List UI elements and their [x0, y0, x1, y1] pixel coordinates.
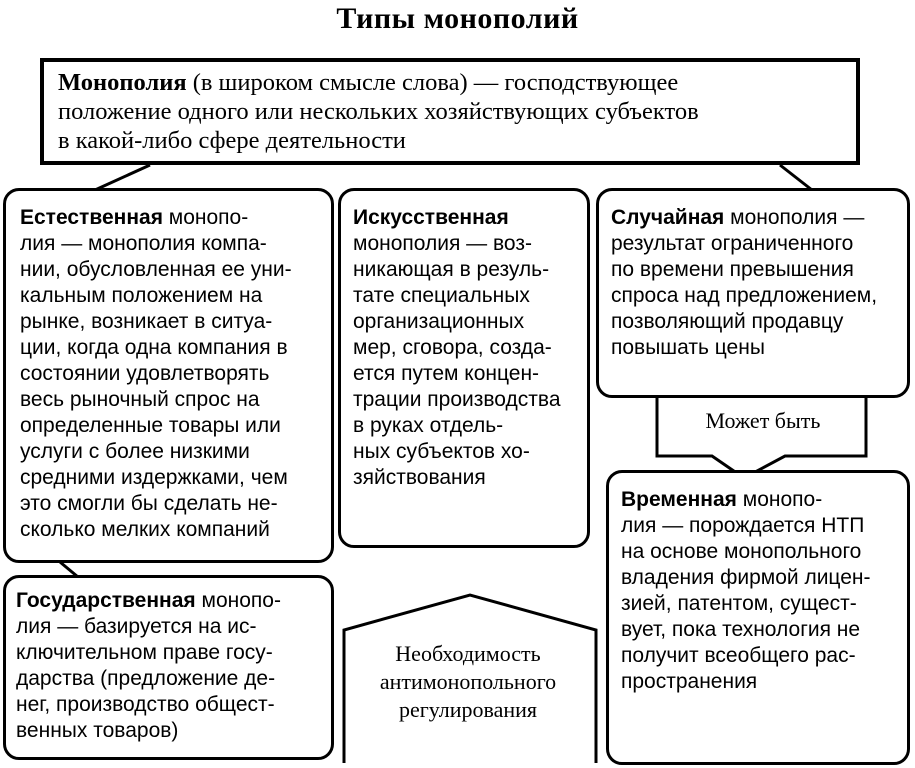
- monopoly-definition-box: [40, 58, 860, 165]
- connector-right: [780, 165, 812, 190]
- random-term: Случайная: [611, 206, 725, 229]
- state-text: монопо- лия — базируется на ис- ключительном праве госу- дарства (предложение де- нег, производство общест- венных товаров): [16, 589, 281, 742]
- natural-monopoly-box: [3, 188, 334, 563]
- random-monopoly-box: [596, 188, 910, 398]
- artificial-term: Искусственная: [353, 206, 509, 229]
- state-monopoly-box: [3, 575, 334, 760]
- definition-text: (в широком смысле слова) — господствующее положение одного или нескольких хозяйствующих субъектов в какой-либо сфере деятельности: [58, 69, 699, 154]
- definition-term: Монополия: [58, 69, 187, 96]
- artificial-text: монополия — воз- никающая в резуль- тате специальных организационных мер, сговора, созда- ется путем концен- трации производства в руках отдель- ных субъектов хо- зяйствования: [353, 232, 561, 489]
- temporary-monopoly-box: [606, 470, 910, 765]
- natural-term: Естественная: [20, 206, 163, 229]
- temporary-text: монопо- лия — порождается НТП на основе монопольного владения фирмой лицен- зией, патентом, сущест- вует, пока технология не получит всеобщего рас- пространения: [621, 488, 871, 693]
- artificial-monopoly-box: [338, 188, 590, 548]
- state-term: Государственная: [16, 589, 196, 612]
- connector-left: [95, 165, 150, 190]
- natural-text: монопо- лия — монополия компа- нии, обусловленная ее уни- кальным положением на рынке, возникает в ситуа- ции, когда одна компания в состоянии удовлетворять весь рыночный спрос на определенные товары или услуги с более низкими средними издержками, чем это смогли бы сделать не- сколько мелких компаний: [20, 206, 292, 541]
- random-text: монополия — результат ограниченного по времени превышения спроса над предложением, позволяющий продавцу повышать цены: [611, 206, 878, 359]
- maybe-label: Может быть: [705, 408, 821, 433]
- diagram-title: Типы монополий: [336, 2, 579, 35]
- antimonopoly-regulation-label: Необходимость антимонопольного регулирования: [379, 641, 557, 722]
- temporary-term: Временная: [621, 488, 737, 511]
